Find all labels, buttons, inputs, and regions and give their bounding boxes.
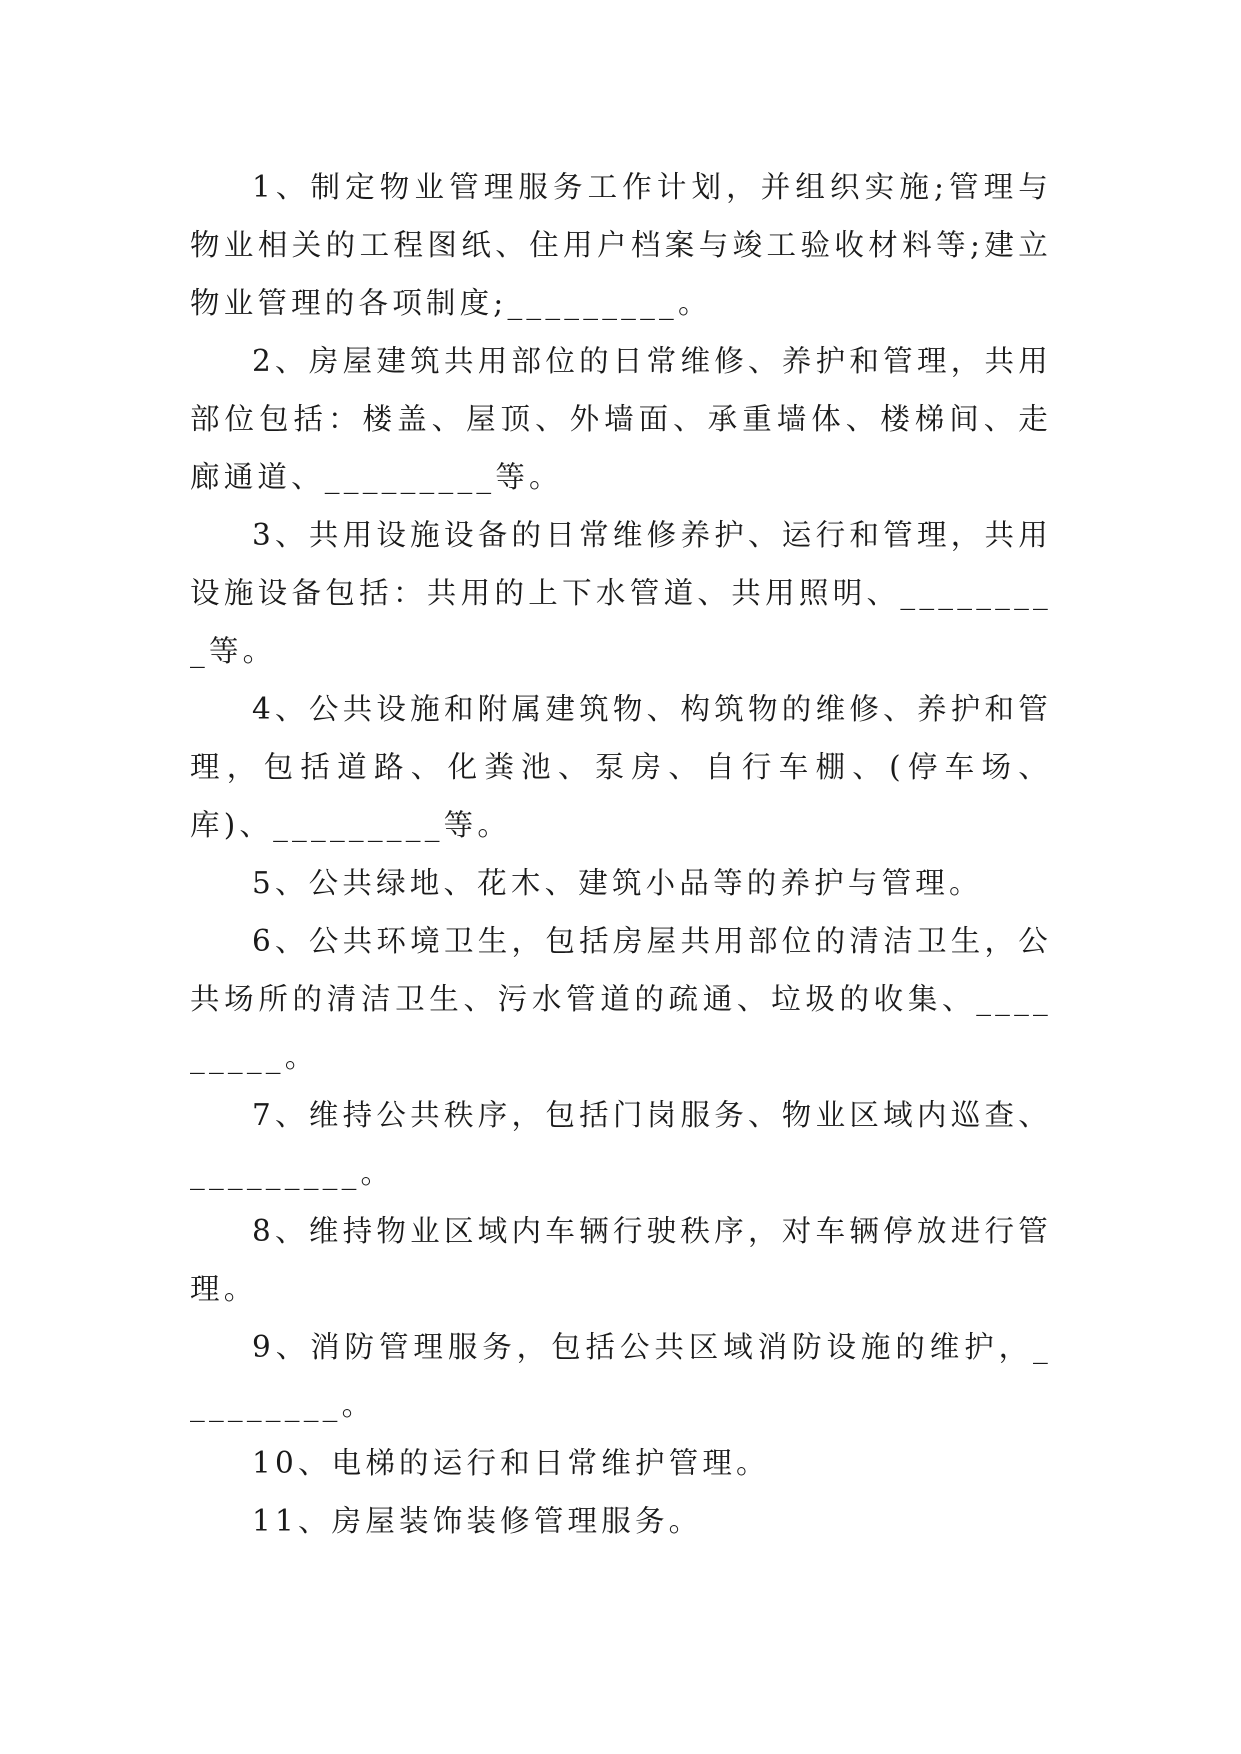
list-item: 6、公共环境卫生，包括房屋共用部位的清洁卫生，公共场所的清洁卫生、污水管道的疏通、垃圾的收集、_________。 bbox=[190, 924, 1052, 1074]
list-item: 9、消防管理服务，包括公共区域消防设施的维护，_________。 bbox=[190, 1330, 1052, 1422]
list-item: 1、制定物业管理服务工作计划，并组织实施;管理与物业相关的工程图纸、住用户档案与竣工验收材料等;建立物业管理的各项制度;_________。 bbox=[190, 170, 1052, 320]
list-item: 5、公共绿地、花木、建筑小品等的养护与管理。 bbox=[252, 866, 983, 900]
list-item: 4、公共设施和附属建筑物、构筑物的维修、养护和管理，包括道路、化粪池、泵房、自行车棚、(停车场、库)、_________等。 bbox=[190, 692, 1052, 842]
list-item: 2、房屋建筑共用部位的日常维修、养护和管理，共用部位包括：楼盖、屋顶、外墙面、承重墙体、楼梯间、走廊通道、_________等。 bbox=[190, 344, 1052, 494]
list-item: 10、电梯的运行和日常维护管理。 bbox=[252, 1446, 770, 1480]
list-item: 11、房屋装饰装修管理服务。 bbox=[252, 1504, 703, 1538]
list-item: 8、维持物业区域内车辆行驶秩序，对车辆停放进行管理。 bbox=[190, 1214, 1052, 1306]
list-item: 3、共用设施设备的日常维修养护、运行和管理，共用设施设备包括：共用的上下水管道、共用照明、_________等。 bbox=[190, 518, 1052, 668]
document-body bbox=[190, 158, 1052, 1550]
list-item: 7、维持公共秩序，包括门岗服务、物业区域内巡查、_________。 bbox=[190, 1098, 1052, 1190]
